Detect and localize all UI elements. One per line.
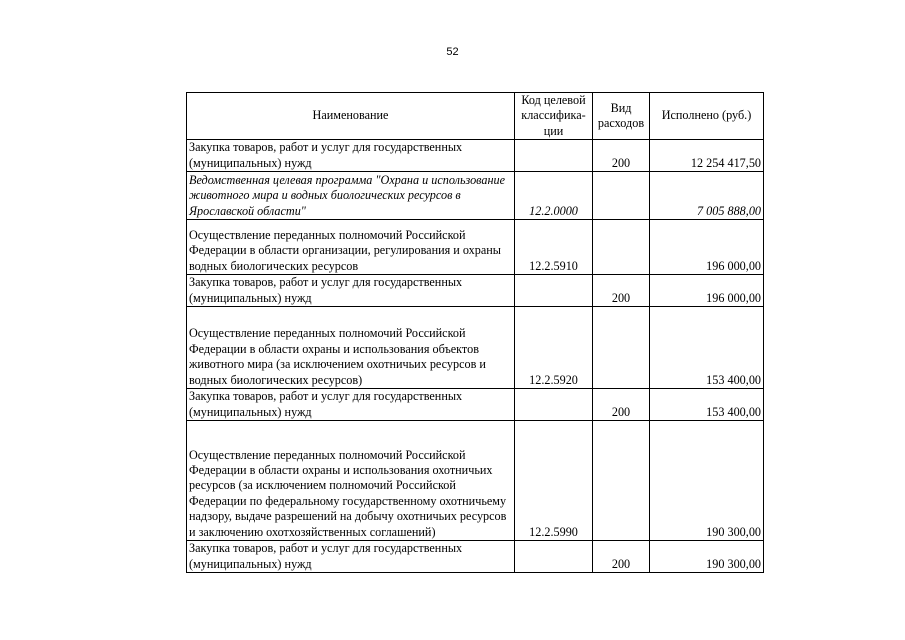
row-code: 12.2.5920 — [515, 307, 593, 389]
table-row — [187, 421, 764, 541]
table-row — [187, 541, 764, 573]
row-type — [593, 172, 650, 220]
row-type: 200 — [593, 140, 650, 172]
row-type — [593, 307, 650, 389]
row-amount: 190 300,00 — [650, 541, 764, 573]
row-name: Ведомственная целевая программа "Охрана и использование животного мира и водных биологических ресурсов в Ярославской области" — [187, 172, 515, 220]
row-name: Закупка товаров, работ и услуг для государственных (муниципальных) нужд — [187, 389, 515, 421]
row-name: Осуществление переданных полномочий Российской Федерации в области охраны и использования охотничьих ресурсов (за исключением полномочий Российской Федерации по федеральному государственному охотничьему надзору, выдаче разрешений на добычу охотничьих ресурсов и заключению охотхозяйственных соглашений) — [187, 421, 515, 541]
table-header-row — [187, 93, 764, 140]
row-type: 200 — [593, 389, 650, 421]
table-row — [187, 220, 764, 275]
row-amount: 12 254 417,50 — [650, 140, 764, 172]
row-amount: 196 000,00 — [650, 220, 764, 275]
row-name: Осуществление переданных полномочий Российской Федерации в области организации, регулирования и охраны водных биологических ресурсов — [187, 220, 515, 275]
header-type: Вид расходов — [593, 93, 650, 140]
header-name: Наименование — [187, 93, 515, 140]
header-amount: Исполнено (руб.) — [650, 93, 764, 140]
row-code — [515, 541, 593, 573]
row-amount: 153 400,00 — [650, 307, 764, 389]
row-code — [515, 389, 593, 421]
row-amount: 7 005 888,00 — [650, 172, 764, 220]
table-row — [187, 389, 764, 421]
table-row — [187, 172, 764, 220]
row-name: Закупка товаров, работ и услуг для государственных (муниципальных) нужд — [187, 275, 515, 307]
row-code — [515, 275, 593, 307]
table-row — [187, 140, 764, 172]
budget-table — [186, 92, 764, 573]
row-type: 200 — [593, 275, 650, 307]
row-name: Закупка товаров, работ и услуг для государственных (муниципальных) нужд — [187, 140, 515, 172]
table-row — [187, 307, 764, 389]
row-type — [593, 421, 650, 541]
row-amount: 190 300,00 — [650, 421, 764, 541]
row-amount: 153 400,00 — [650, 389, 764, 421]
table-row — [187, 275, 764, 307]
page-number: 52 — [446, 46, 459, 58]
row-name: Осуществление переданных полномочий Российской Федерации в области охраны и использования объектов животного мира (за исключением охотничьих ресурсов и водных биологических ресурсов) — [187, 307, 515, 389]
row-amount: 196 000,00 — [650, 275, 764, 307]
header-code: Код целевой классифика-ции — [515, 93, 593, 140]
row-code: 12.2.5990 — [515, 421, 593, 541]
row-code — [515, 140, 593, 172]
row-name: Закупка товаров, работ и услуг для государственных (муниципальных) нужд — [187, 541, 515, 573]
row-type — [593, 220, 650, 275]
row-code: 12.2.5910 — [515, 220, 593, 275]
row-type: 200 — [593, 541, 650, 573]
row-code: 12.2.0000 — [515, 172, 593, 220]
